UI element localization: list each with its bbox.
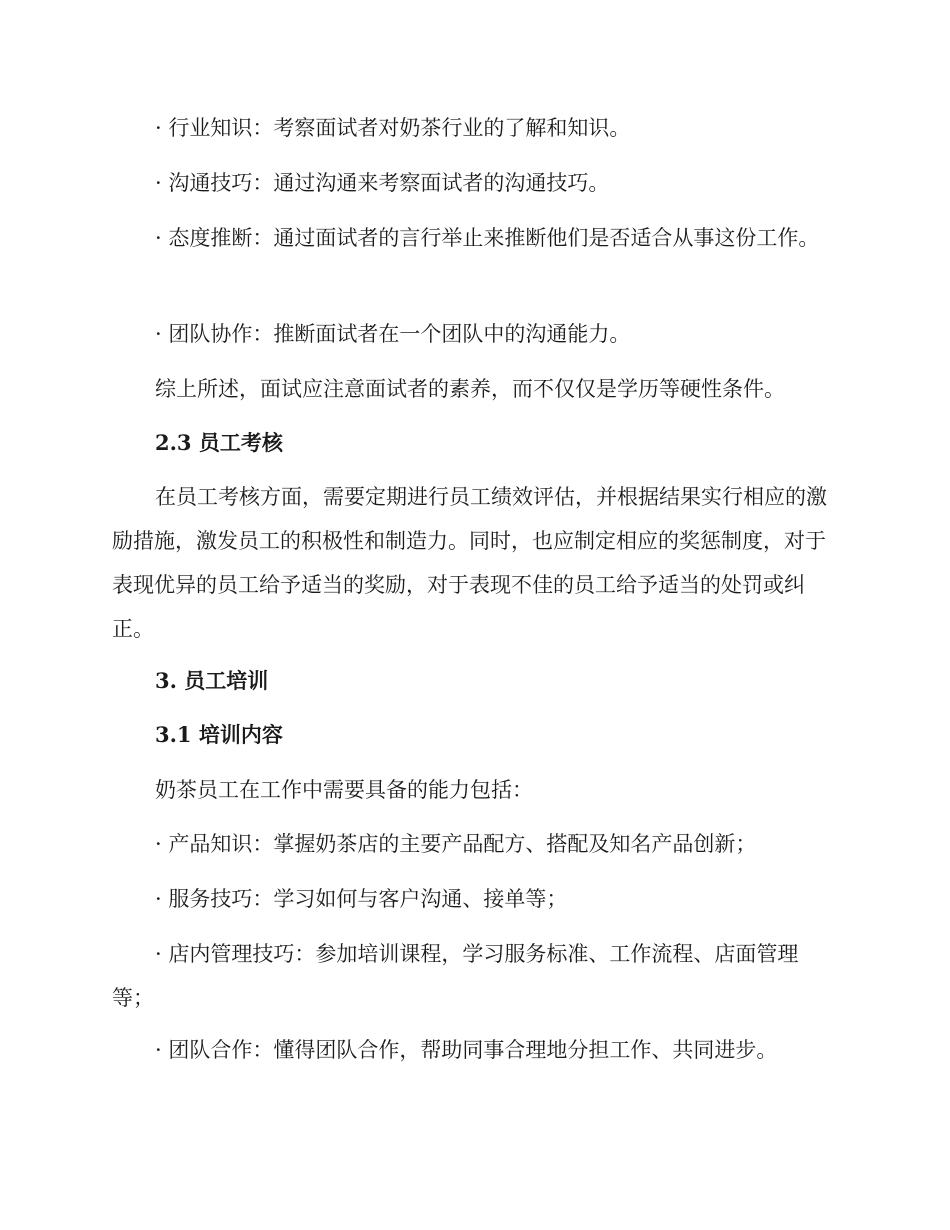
bullet-attitude-inference: · 态度推断：通过面试者的言行举止来推断他们是否适合从事这份工作。 — [155, 226, 820, 250]
bullet-teamwork: · 团队合作：懂得团队合作，帮助同事合理地分担工作、共同进步。 — [155, 1038, 778, 1062]
bullet-service-skills: · 服务技巧：学习如何与客户沟通、接单等； — [155, 887, 568, 911]
bullet-store-management: · 店内管理技巧：参加培训课程，学习服务标准、工作流程、店面管理等； — [112, 942, 799, 1010]
heading-3-1: 3.1 培训内容 — [155, 722, 283, 747]
bullet-product-knowledge: · 产品知识：掌握奶茶店的主要产品配方、搭配及知名产品创新； — [155, 832, 757, 856]
heading-2-3: 2.3 员工考核 — [155, 430, 283, 455]
bullet-communication-skills: · 沟通技巧：通过沟通来考察面试者的沟通技巧。 — [155, 171, 610, 195]
heading-3: 3. 员工培训 — [155, 668, 269, 693]
bullet-team-collaboration: · 团队协作：推断面试者在一个团队中的沟通能力。 — [155, 322, 631, 346]
paragraph-2-3: 在员工考核方面，需要定期进行员工绩效评估，并根据结果实行相应的激励措施，激发员工的积极性和制造力。同时，也应制定相应的奖惩制度，对于表现优异的员工给予适当的奖励，对于表现不佳的员工给予适当的处罚或纠正。 — [112, 485, 827, 641]
intro-3-1: 奶茶员工在工作中需要具备的能力包括： — [155, 778, 533, 802]
summary-paragraph: 综上所述，面试应注意面试者的素养，而不仅仅是学历等硬性条件。 — [155, 377, 785, 401]
bullet-industry-knowledge: · 行业知识：考察面试者对奶茶行业的了解和知识。 — [155, 116, 631, 140]
